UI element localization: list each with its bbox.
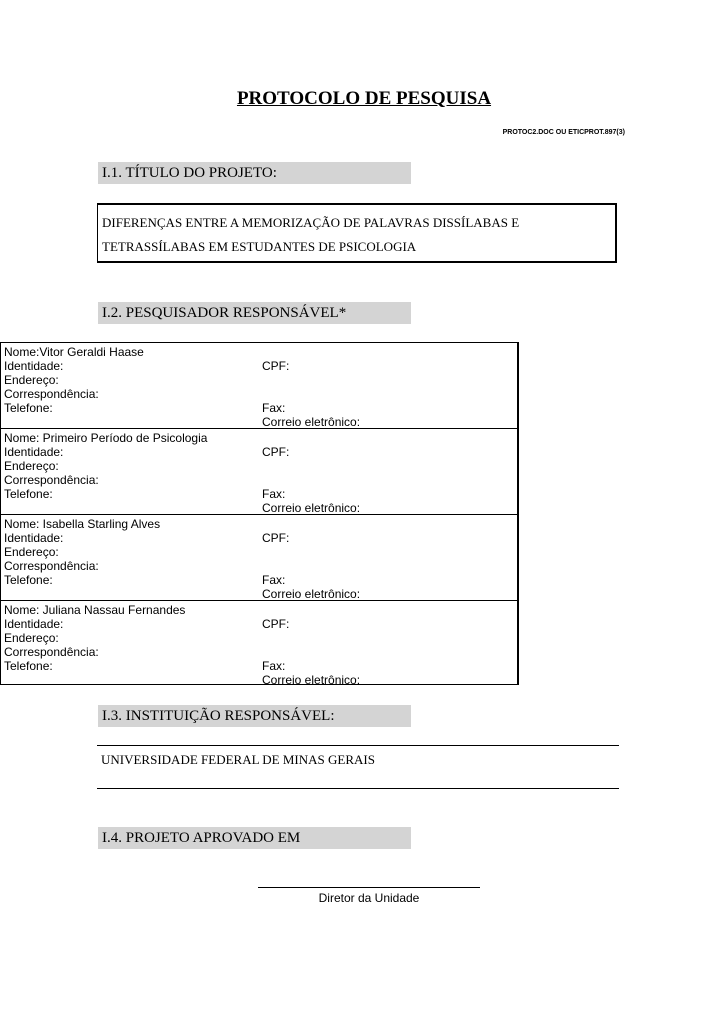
document-title: PROTOCOLO DE PESQUISA (236, 88, 492, 109)
section-project-title-header: I.1. TÍTULO DO PROJETO: (98, 162, 411, 184)
cpf-label: CPF: (262, 445, 290, 459)
phone-label: Telefone: (4, 573, 53, 587)
identity-label: Identidade: (4, 445, 64, 459)
signature-line (258, 887, 480, 888)
project-title-box (97, 203, 617, 263)
researcher-name: Nome: Isabella Starling Alves (4, 517, 161, 531)
file-reference: PROTOC2.DOC OU ETICPROT.897(3) (502, 129, 625, 136)
researcher-block (1, 429, 517, 515)
researcher-block (1, 515, 517, 601)
phone-label: Telefone: (4, 659, 53, 673)
director-label: Diretor da Unidade (318, 891, 420, 905)
identity-label: Identidade: (4, 531, 64, 545)
researcher-name: Nome:Vitor Geraldi Haase (4, 345, 144, 359)
fax-label: Fax: (262, 487, 286, 501)
address-label: Endereço: (4, 459, 59, 473)
fax-label: Fax: (262, 573, 286, 587)
researchers-table (0, 342, 519, 685)
phone-label: Telefone: (4, 487, 53, 501)
correspondence-label: Correspondência: (4, 387, 99, 401)
institution-name: UNIVERSIDADE FEDERAL DE MINAS GERAIS (97, 745, 619, 789)
cpf-label: CPF: (262, 531, 290, 545)
project-title-line: TETRASSÍLABAS EM ESTUDANTES DE PSICOLOGIA (102, 239, 417, 254)
correspondence-label: Correspondência: (4, 645, 99, 659)
researcher-name: Nome: Primeiro Período de Psicologia (4, 431, 208, 445)
email-label: Correio eletrônico: (262, 673, 361, 687)
researcher-block (1, 601, 517, 687)
project-title-line: DIFERENÇAS ENTRE A MEMORIZAÇÃO DE PALAVRAS DISSÍLABAS E (102, 215, 520, 230)
fax-label: Fax: (262, 401, 286, 415)
section-institution-header: I.3. INSTITUIÇÃO RESPONSÁVEL: (98, 705, 411, 727)
address-label: Endereço: (4, 631, 59, 645)
identity-label: Identidade: (4, 617, 64, 631)
researcher-name: Nome: Juliana Nassau Fernandes (4, 603, 186, 617)
address-label: Endereço: (4, 545, 59, 559)
address-label: Endereço: (4, 373, 59, 387)
fax-label: Fax: (262, 659, 286, 673)
email-label: Correio eletrônico: (262, 587, 361, 601)
cpf-label: CPF: (262, 359, 290, 373)
identity-label: Identidade: (4, 359, 64, 373)
email-label: Correio eletrônico: (262, 415, 361, 429)
correspondence-label: Correspondência: (4, 473, 99, 487)
section-approval-header: I.4. PROJETO APROVADO EM (98, 827, 411, 849)
section-researcher-header: I.2. PESQUISADOR RESPONSÁVEL* (98, 302, 411, 324)
phone-label: Telefone: (4, 401, 53, 415)
researcher-block (1, 343, 517, 429)
email-label: Correio eletrônico: (262, 501, 361, 515)
correspondence-label: Correspondência: (4, 559, 99, 573)
cpf-label: CPF: (262, 617, 290, 631)
